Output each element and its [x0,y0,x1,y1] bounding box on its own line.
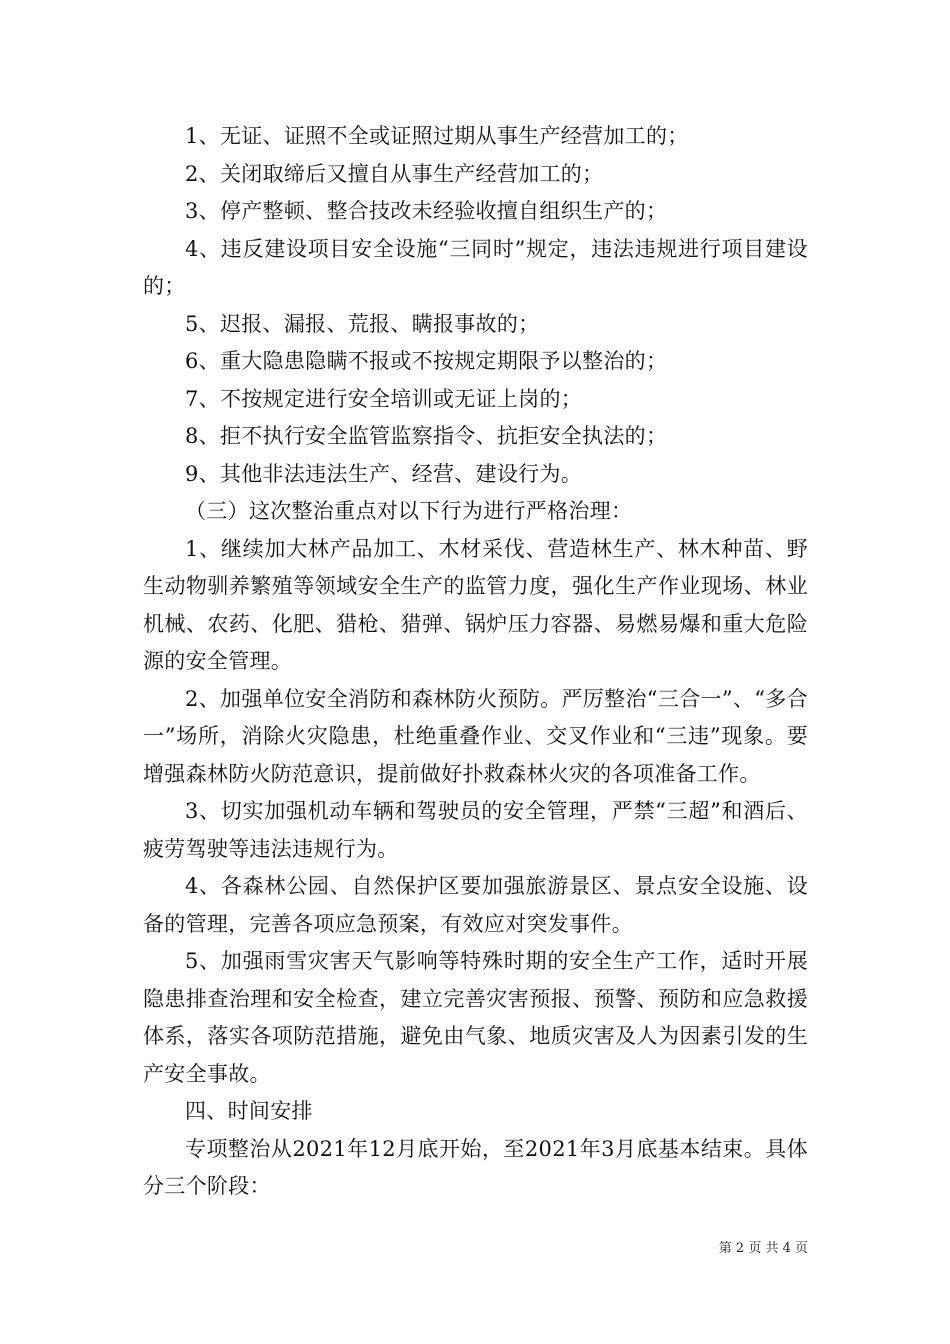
document-body [143,118,808,1206]
section-heading-3: （三）这次整治重点对以下行为进行严格治理： [185,499,633,523]
paragraph-item-6: 6、重大隐患隐瞒不报或不按规定期限予以整治的； [185,349,668,373]
paragraph-item-1: 1、无证、证照不全或证照过期从事生产经营加工的； [185,124,689,148]
paragraph-item-3: 3、停产整顿、整合技改未经验收擅自组织生产的； [185,199,668,223]
section-heading-4: 四、时间安排 [185,1099,313,1123]
page-number-text: 第 2 页 共 4 页 [718,1241,808,1256]
focus-item-4: 4、各森林公园、自然保护区要加强旅游景区、景点安全设施、设备的管理，完善各项应急预案，有效应对突发事件。 [143,874,808,936]
focus-item-1: 1、继续加大林产品加工、木材采伐、营造林生产、林木种苗、野生动物驯养繁殖等领域安全生产的监管力度，强化生产作业现场、林业机械、农药、化肥、猎枪、猎弹、锅炉压力容器、易燃易爆和重大危险源的安全管理。 [143,536,808,673]
focus-item-3: 3、切实加强机动车辆和驾驶员的安全管理，严禁“三超”和酒后、疲劳驾驶等违法违规行为。 [143,799,808,861]
paragraph-item-4: 4、违反建设项目安全设施“三同时”规定，违法违规进行项目建设的； [143,236,808,298]
paragraph-item-2: 2、关闭取缔后又擅自从事生产经营加工的； [185,161,604,186]
paragraph-item-5: 5、迟报、漏报、荒报、瞒报事故的； [185,311,540,336]
page-footer [719,1240,808,1258]
paragraph-item-8: 8、拒不执行安全监管监察指令、抗拒安全执法的； [185,424,668,448]
paragraph-item-7: 7、不按规定进行安全培训或无证上岗的； [185,386,583,411]
schedule-paragraph: 专项整治从2021年12月底开始，至2021年3月底基本结束。具体分三个阶段： [143,1136,808,1198]
focus-item-2: 2、加强单位安全消防和森林防火预防。严厉整治“三合一”、“多合一”场所，消除火灾隐患，杜绝重叠作业、交叉作业和“三违”现象。要增强森林防火防范意识，提前做好扑救森林火灾的各项准备工作。 [143,686,808,786]
focus-item-5: 5、加强雨雪灾害天气影响等特殊时期的安全生产工作，适时开展隐患排查治理和安全检查，建立完善灾害预报、预警、预防和应急救援体系，落实各项防范措施，避免由气象、地质灾害及人为因素引发的生产安全事故。 [143,949,808,1086]
paragraph-item-9: 9、其他非法违法生产、经营、建设行为。 [185,461,583,486]
